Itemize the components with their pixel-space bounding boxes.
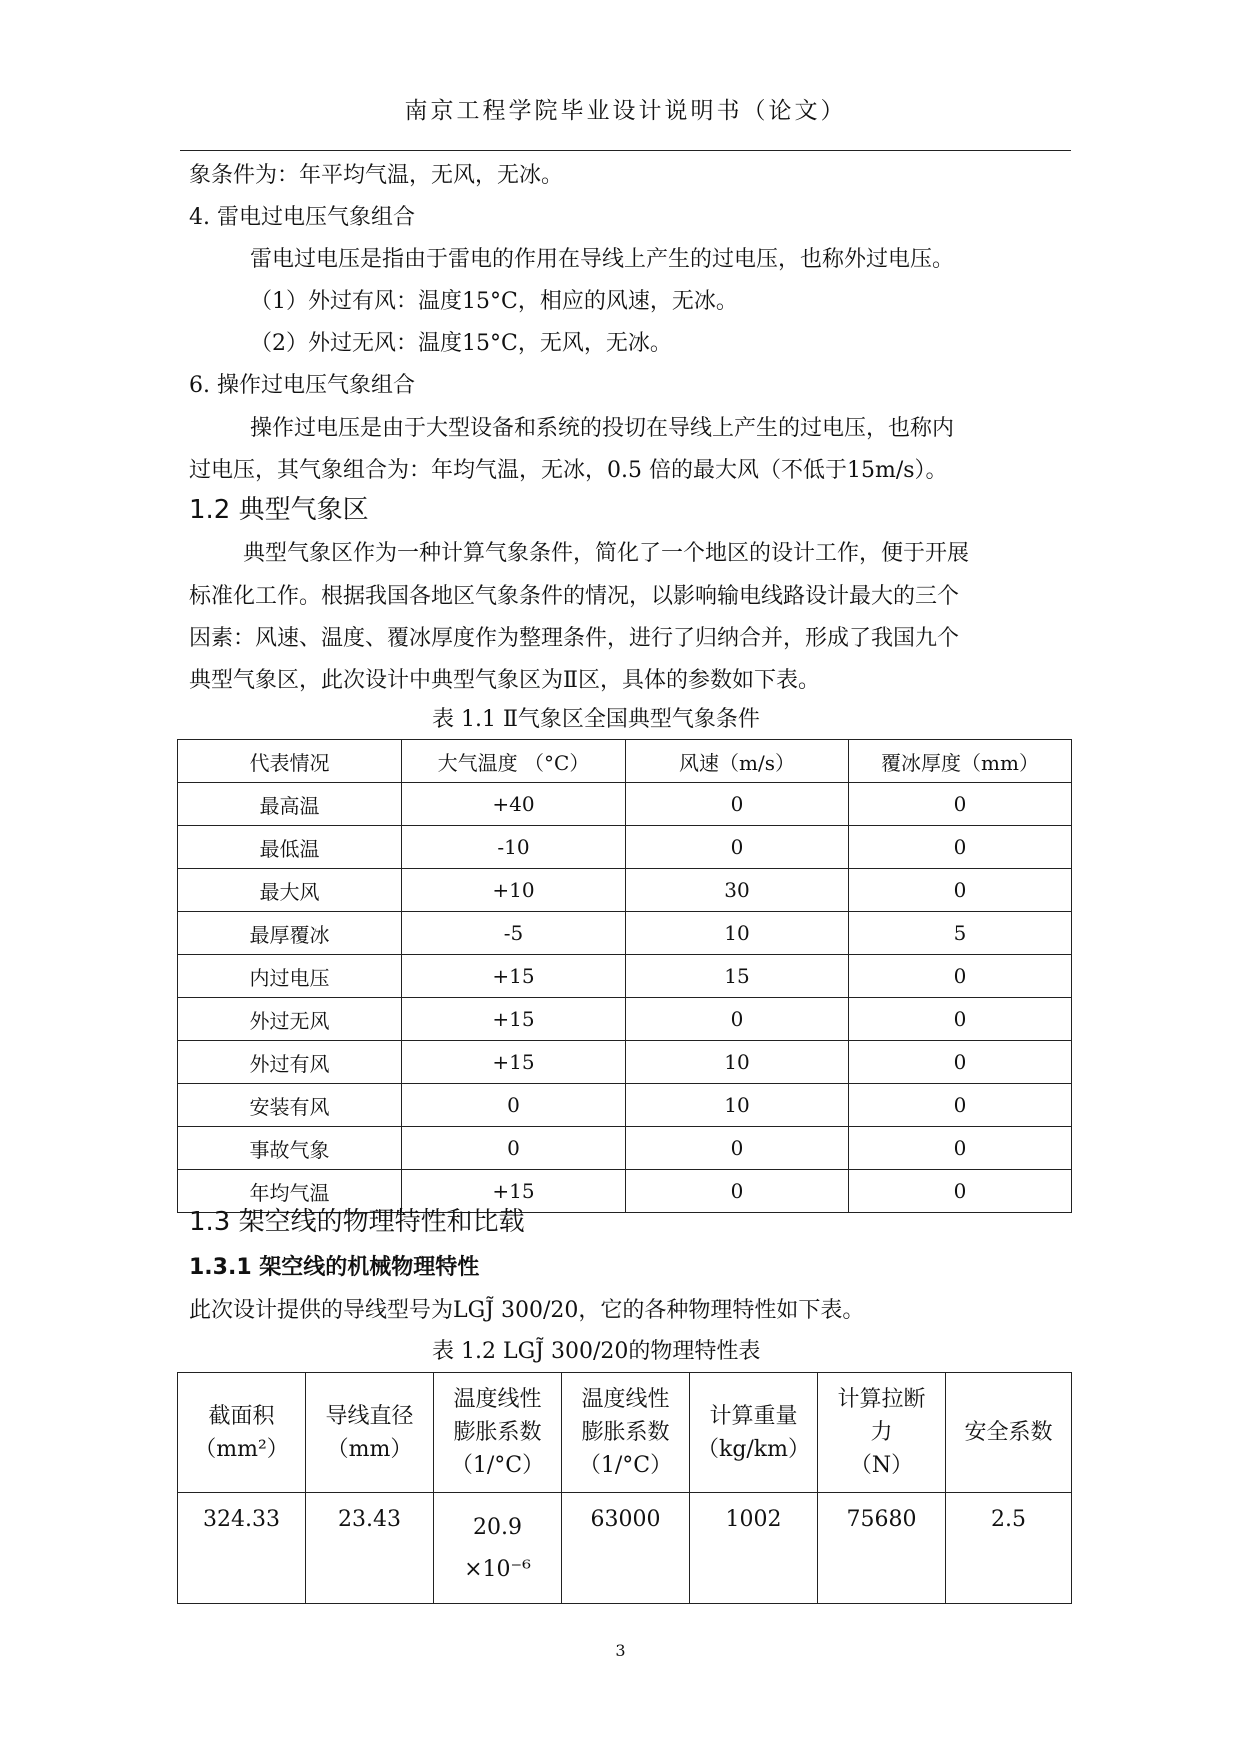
table-cell: 2.5 — [946, 1493, 1072, 1604]
table-cell: 0 — [402, 1084, 626, 1127]
table-cell: 外过有风 — [178, 1041, 402, 1084]
table-cell: 0 — [849, 1127, 1072, 1170]
column-header: 覆冰厚度（mm） — [849, 740, 1072, 783]
column-header: 代表情况 — [178, 740, 402, 783]
column-header: 大气温度 （°C） — [402, 740, 626, 783]
table-cell: +15 — [402, 955, 626, 998]
table-cell: 324.33 — [178, 1493, 306, 1604]
table-cell: 0 — [626, 998, 849, 1041]
table-row — [178, 912, 1072, 955]
paragraph-line: 操作过电压是由于大型设备和系统的投切在导线上产生的过电压，也称内 — [250, 416, 955, 441]
column-header: 风速（m/s） — [626, 740, 849, 783]
table-row — [178, 1493, 1072, 1604]
table-cell: 0 — [849, 1084, 1072, 1127]
table-cell: 0 — [626, 1127, 849, 1170]
table-cell: 75680 — [818, 1493, 946, 1604]
subsection-heading-4: 4. 雷电过电压气象组合 — [189, 205, 415, 230]
table-cell: 最厚覆冰 — [178, 912, 402, 955]
table-row — [178, 1041, 1072, 1084]
table-cell: 10 — [626, 1084, 849, 1127]
table-row — [178, 826, 1072, 869]
table-row — [178, 783, 1072, 826]
paragraph-line: 象条件为：年平均气温，无风，无冰。 — [189, 163, 564, 188]
table-cell: 0 — [626, 826, 849, 869]
table-cell: +15 — [402, 1170, 626, 1213]
table-cell: 0 — [849, 998, 1072, 1041]
table-cell: 5 — [849, 912, 1072, 955]
subsection-heading-6: 6. 操作过电压气象组合 — [189, 373, 415, 398]
column-header: 计算重量 （kg/km） — [690, 1373, 818, 1493]
paragraph-line: 典型气象区，此次设计中典型气象区为Ⅱ区，具体的参数如下表。 — [189, 668, 820, 693]
table-cell: 最低温 — [178, 826, 402, 869]
table-row — [178, 998, 1072, 1041]
table-cell: 10 — [626, 912, 849, 955]
table-cell: 23.43 — [306, 1493, 434, 1604]
table-cell: 0 — [626, 1170, 849, 1213]
table-cell: 30 — [626, 869, 849, 912]
paragraph-line: 雷电过电压是指由于雷电的作用在导线上产生的过电压，也称外过电压。 — [250, 247, 955, 272]
table-cell: +15 — [402, 998, 626, 1041]
paragraph-line: 典型气象区作为一种计算气象条件，简化了一个地区的设计工作，便于开展 — [243, 541, 970, 566]
paragraph-line: 标准化工作。根据我国各地区气象条件的情况，以影响输电线路设计最大的三个 — [189, 584, 960, 609]
table-cell: 0 — [849, 869, 1072, 912]
table-caption-1-1: 表 1.1 Ⅱ气象区全国典型气象条件 — [432, 707, 760, 732]
column-header: 温度线性 膨胀系数 （1/°C） — [562, 1373, 690, 1493]
table-cell: +10 — [402, 869, 626, 912]
page-header: 南京工程学院毕业设计说明书（论文） — [404, 98, 847, 124]
weather-conditions-table — [177, 739, 1072, 1213]
table-cell: 0 — [849, 1041, 1072, 1084]
column-header: 导线直径 （mm） — [306, 1373, 434, 1493]
table-cell: -5 — [402, 912, 626, 955]
column-header: 安全系数 — [946, 1373, 1072, 1493]
page-number: 3 — [615, 1641, 626, 1660]
table-cell: 0 — [402, 1127, 626, 1170]
section-heading-1-3: 1.3 架空线的物理特性和比载 — [189, 1207, 525, 1237]
table-cell: 内过电压 — [178, 955, 402, 998]
table-row — [178, 1084, 1072, 1127]
subsection-heading-1-3-1: 1.3.1 架空线的机械物理特性 — [189, 1255, 480, 1280]
column-header: 截面积 （mm²） — [178, 1373, 306, 1493]
table-row — [178, 1127, 1072, 1170]
table-cell: +15 — [402, 1041, 626, 1084]
section-heading-1-2: 1.2 典型气象区 — [189, 495, 369, 525]
table-cell: 最高温 — [178, 783, 402, 826]
table-cell: 0 — [849, 1170, 1072, 1213]
table-cell: 0 — [849, 955, 1072, 998]
table-row — [178, 955, 1072, 998]
table-cell: -10 — [402, 826, 626, 869]
table-cell: 年均气温 — [178, 1170, 402, 1213]
conductor-properties-table — [177, 1372, 1072, 1604]
paragraph-line: （1）外过有风：温度15°C，相应的风速，无冰。 — [250, 289, 738, 314]
table-cell: 20.9 ×10⁻⁶ — [434, 1493, 562, 1604]
table-cell: 外过无风 — [178, 998, 402, 1041]
table-cell: 0 — [849, 783, 1072, 826]
table-cell: 63000 — [562, 1493, 690, 1604]
paragraph-line: 此次设计提供的导线型号为LGJ̃ 300/20，它的各种物理特性如下表。 — [189, 1298, 865, 1323]
table-cell: 0 — [626, 783, 849, 826]
table-cell: 0 — [849, 826, 1072, 869]
paragraph-line: （2）外过无风：温度15°C，无风，无冰。 — [250, 331, 672, 356]
table-cell: 10 — [626, 1041, 849, 1084]
table-cell: 事故气象 — [178, 1127, 402, 1170]
paragraph-line: 因素：风速、温度、覆冰厚度作为整理条件，进行了归纳合并，形成了我国九个 — [189, 626, 960, 651]
table-cell: 15 — [626, 955, 849, 998]
header-rule — [180, 150, 1071, 151]
table-caption-1-2: 表 1.2 LGJ̃ 300/20的物理特性表 — [432, 1339, 761, 1364]
table-cell: 1002 — [690, 1493, 818, 1604]
table-cell: +40 — [402, 783, 626, 826]
table-cell: 最大风 — [178, 869, 402, 912]
column-header: 温度线性 膨胀系数 （1/°C） — [434, 1373, 562, 1493]
table-row — [178, 869, 1072, 912]
paragraph-line: 过电压，其气象组合为：年均气温，无冰，0.5 倍的最大风（不低于15m/s）。 — [189, 458, 948, 483]
table-cell: 安装有风 — [178, 1084, 402, 1127]
column-header: 计算拉断 力 （N） — [818, 1373, 946, 1493]
